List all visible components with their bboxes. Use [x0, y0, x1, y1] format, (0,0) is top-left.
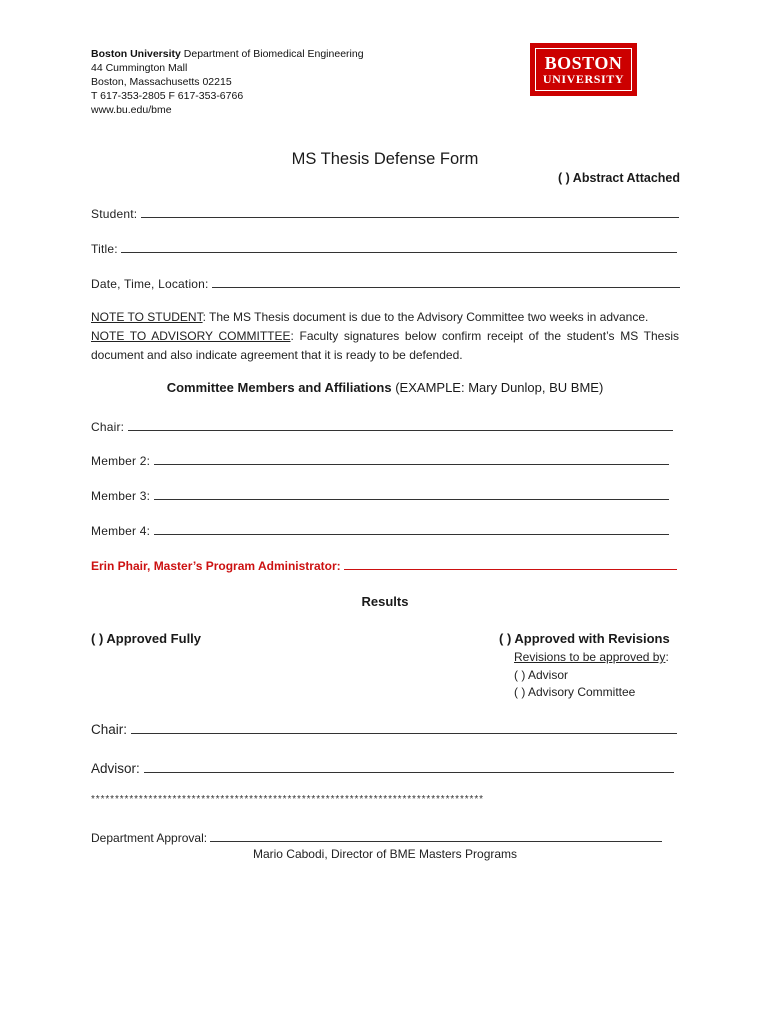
title-field[interactable] — [91, 240, 677, 256]
note-to-student-lead: NOTE TO STUDENT — [91, 310, 203, 324]
member-4-line[interactable] — [154, 522, 669, 535]
advisory-committee-option-checkbox[interactable]: ( ) Advisory Committee — [514, 685, 636, 699]
program-administrator-label: Erin Phair, Master’s Program Administrator: — [91, 559, 341, 573]
revisions-approver-colon: : — [665, 650, 669, 664]
address-line-2: Boston, Massachusetts 02215 — [91, 76, 232, 88]
separator-stars: ********************************************************************************** — [91, 794, 484, 805]
committee-heading-example: (EXAMPLE: Mary Dunlop, BU BME) — [391, 380, 604, 395]
chair-label: Chair: — [91, 420, 125, 434]
advisor-option-checkbox[interactable]: ( ) Advisor — [514, 668, 569, 682]
student-label: Student: — [91, 207, 138, 221]
member-4-label: Member 4: — [91, 524, 151, 538]
result-chair-line[interactable] — [131, 720, 677, 734]
member-2-line[interactable] — [154, 452, 669, 465]
note-to-committee-text: : Faculty signatures below confirm receipt of the student’s MS Thesis document and also indicate agreement that it is ready to be defended. — [91, 329, 679, 362]
department-approval-label: Department Approval: — [91, 831, 208, 845]
results-heading: Results — [361, 594, 409, 609]
logo-line-university: UNIVERSITY — [542, 71, 625, 86]
note-to-committee-lead: NOTE TO ADVISORY COMMITTEE — [91, 329, 291, 343]
committee-heading-bold: Committee Members and Affiliations — [166, 380, 392, 395]
form-title: MS Thesis Defense Form — [291, 150, 479, 168]
result-advisor-label: Advisor: — [91, 761, 140, 776]
phone-fax: T 617-353-2805 F 617-353-6766 — [91, 90, 244, 102]
note-to-student-text: : The MS Thesis document is due to the Advisory Committee two weeks in advance. — [202, 310, 649, 324]
member-2-label: Member 2: — [91, 454, 151, 468]
approved-with-revisions-checkbox[interactable]: ( ) Approved with Revisions — [499, 631, 670, 646]
abstract-attached-checkbox[interactable]: ( ) Abstract Attached — [557, 171, 680, 185]
director-name: Mario Cabodi, Director of BME Masters Programs — [252, 847, 518, 861]
note-to-committee — [91, 327, 679, 365]
date-time-location-field[interactable] — [91, 275, 680, 291]
member-3-label: Member 3: — [91, 489, 151, 503]
member-4-field[interactable] — [91, 522, 669, 538]
note-to-student — [91, 308, 679, 327]
department-name-line — [91, 47, 364, 61]
boston-university-logo — [531, 44, 636, 95]
result-chair-signature-field[interactable] — [91, 720, 677, 737]
university-name: Boston University — [91, 48, 181, 60]
date-time-location-label: Date, Time, Location: — [91, 277, 209, 291]
department-approval-field[interactable] — [91, 829, 662, 845]
committee-heading — [0, 380, 770, 395]
website: www.bu.edu/bme — [91, 104, 172, 116]
program-administrator-field[interactable] — [91, 557, 677, 573]
date-time-location-line[interactable] — [212, 275, 680, 288]
chair-field[interactable] — [91, 418, 673, 434]
program-administrator-line[interactable] — [344, 557, 677, 570]
member-2-field[interactable] — [91, 452, 669, 468]
address-line-1: 44 Cummington Mall — [91, 62, 188, 74]
chair-line[interactable] — [128, 418, 673, 431]
revisions-approver-text: Revisions to be approved by — [514, 650, 666, 664]
result-advisor-signature-field[interactable] — [91, 759, 674, 776]
member-3-line[interactable] — [154, 487, 669, 500]
department-name: Department of Biomedical Engineering — [180, 48, 364, 60]
logo-line-boston: BOSTON — [544, 52, 623, 73]
approved-fully-checkbox[interactable]: ( ) Approved Fully — [91, 631, 202, 646]
title-label: Title: — [91, 242, 118, 256]
result-chair-label: Chair: — [91, 722, 128, 737]
student-field[interactable] — [91, 205, 679, 221]
member-3-field[interactable] — [91, 487, 669, 503]
department-address — [91, 47, 364, 117]
title-line[interactable] — [121, 240, 677, 253]
department-approval-line[interactable] — [210, 829, 662, 842]
revisions-approver-label — [514, 650, 669, 664]
student-line[interactable] — [141, 205, 679, 218]
notes-block — [91, 308, 679, 365]
result-advisor-line[interactable] — [144, 759, 674, 773]
